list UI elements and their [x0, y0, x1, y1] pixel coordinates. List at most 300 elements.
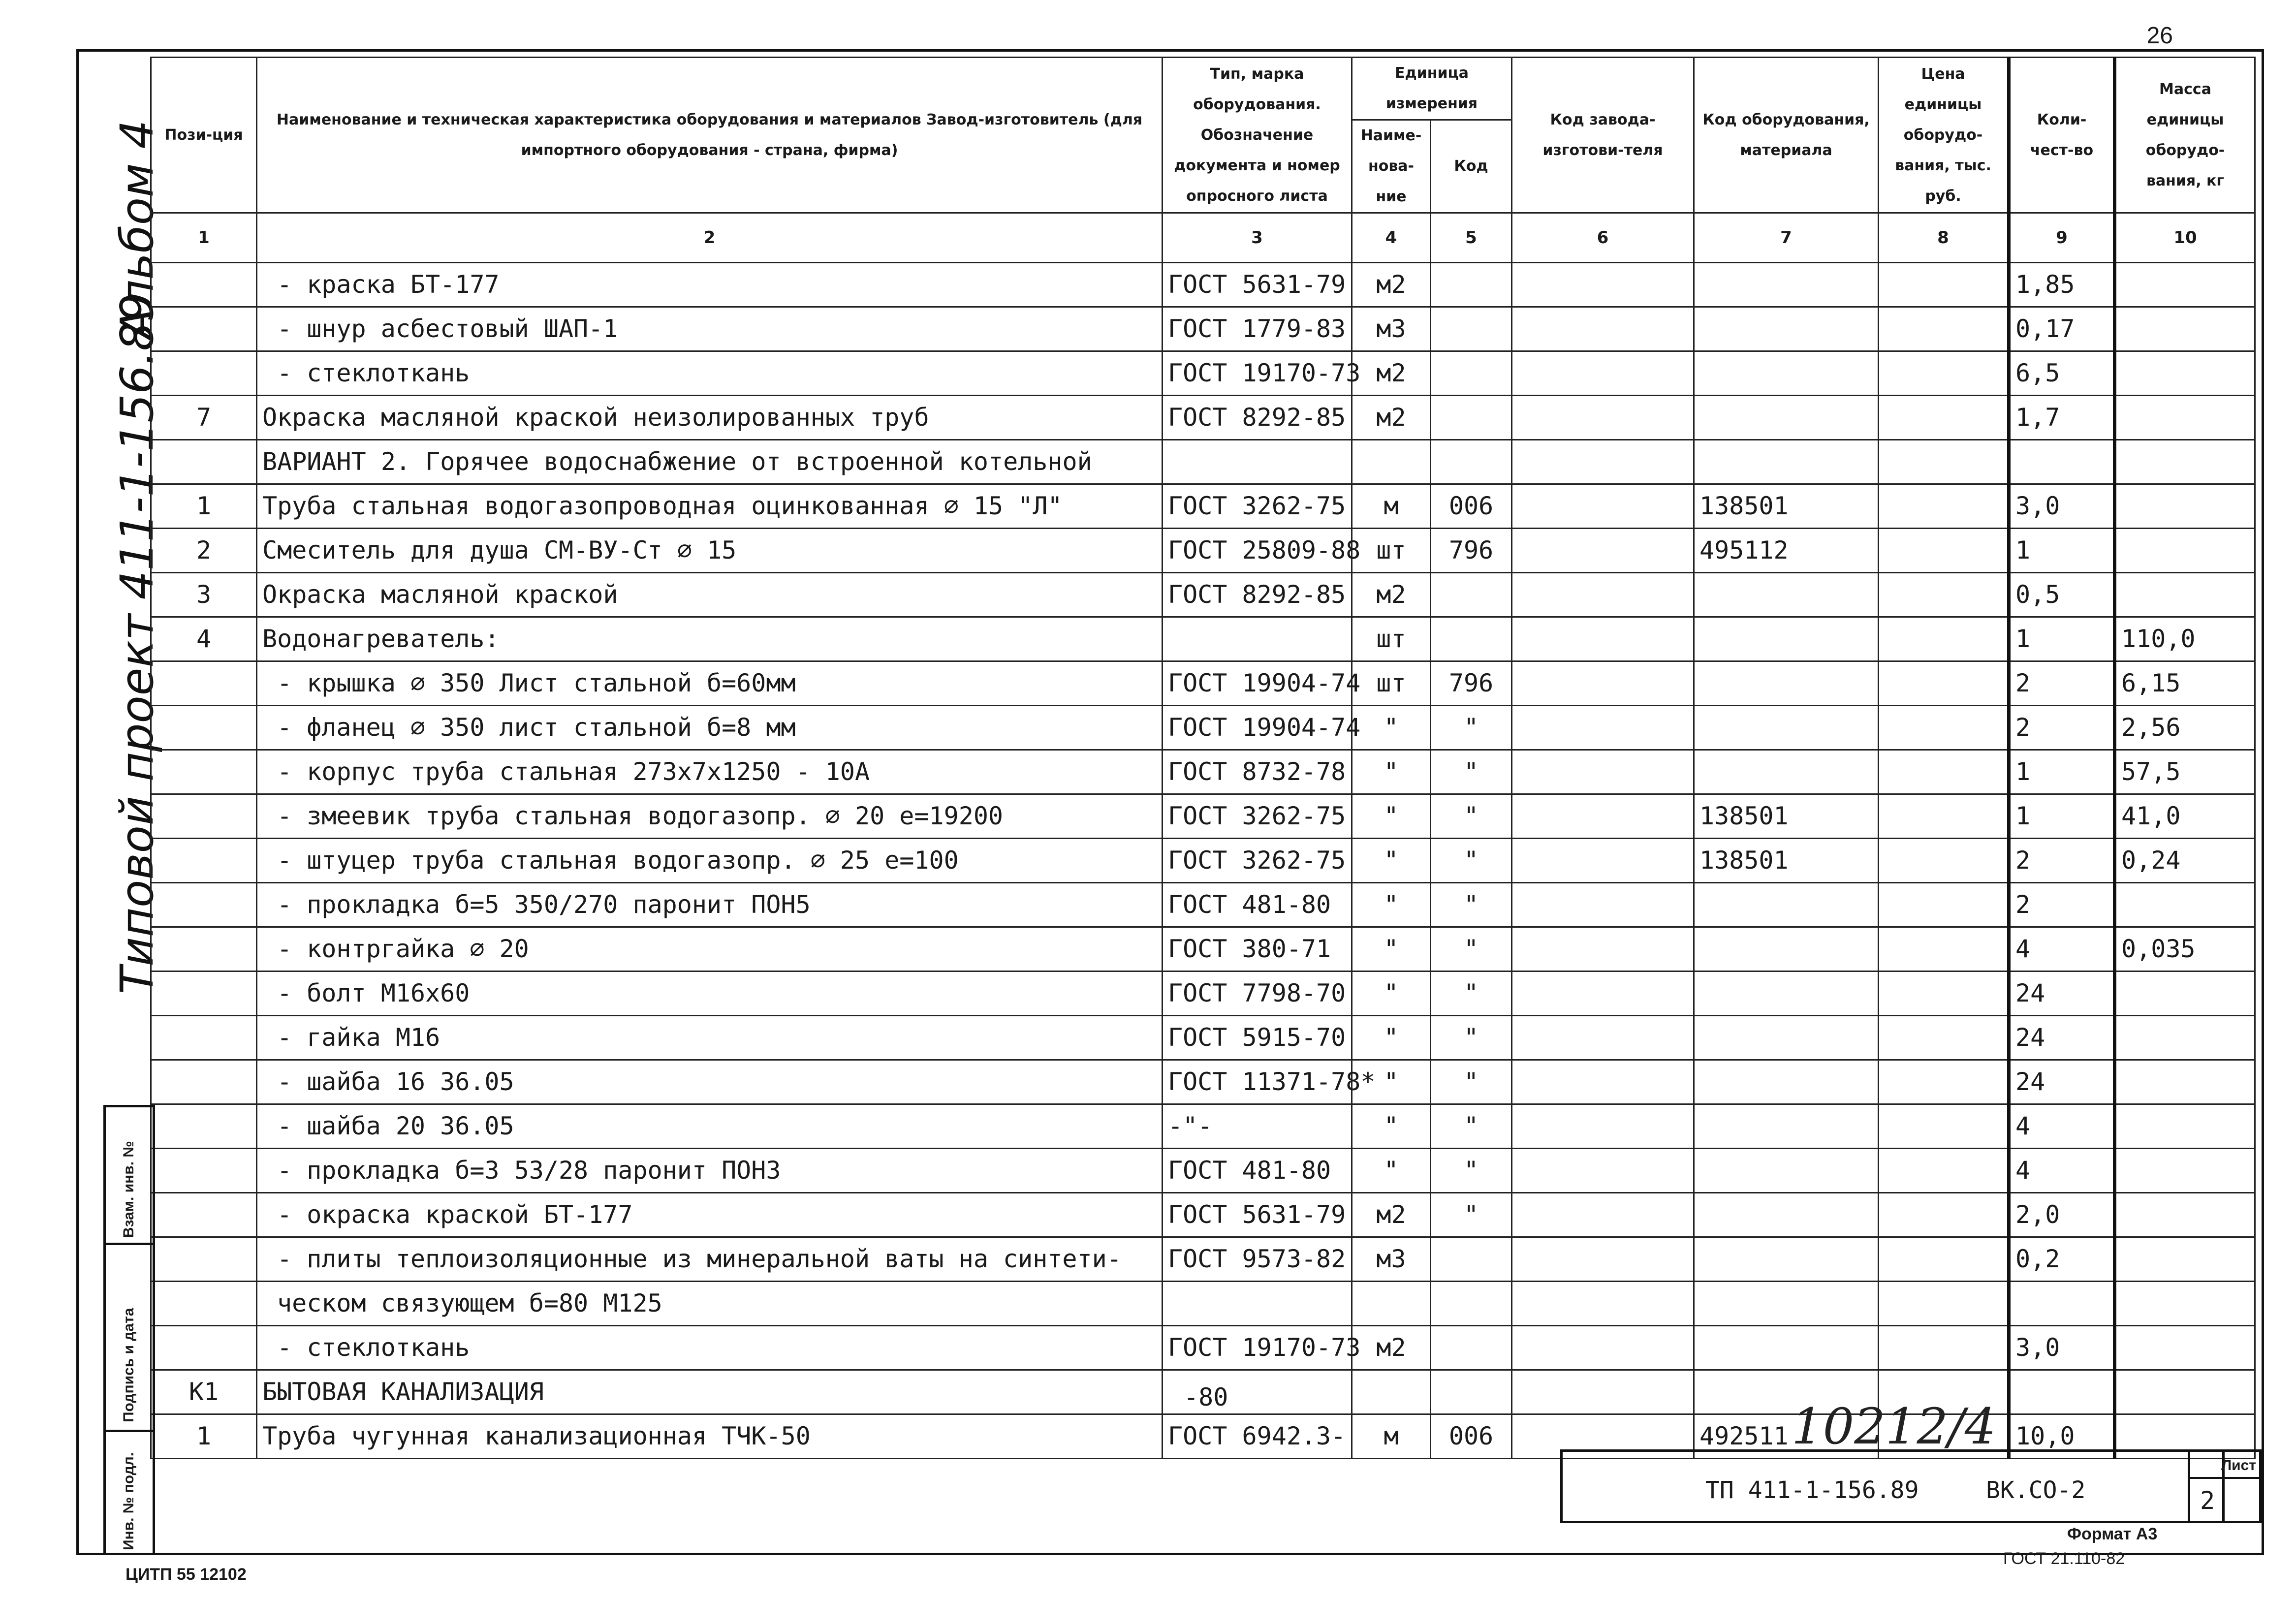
row-price [1879, 794, 2009, 839]
row-mass: 6,15 [2115, 661, 2255, 706]
row-mass [2115, 484, 2255, 529]
row-equip-code: 495112 [1694, 529, 1879, 573]
row-unit-code: " [1431, 1016, 1512, 1060]
signature-date-label: Подпись и дата [121, 1308, 137, 1422]
row-equip-code: 492511 [1694, 1414, 1879, 1459]
row-quantity: 3,0 [2009, 484, 2115, 529]
document-code: ВК.СО-2 [1986, 1476, 2086, 1504]
table-row [151, 883, 2255, 927]
row-name: Водонагреватель: [257, 617, 1163, 661]
row-plant-code [1512, 307, 1694, 351]
row-plant-code [1512, 396, 1694, 440]
col-header-mass: Масса единицы оборудо-вания, кг [2115, 58, 2255, 213]
row-type: ГОСТ 8292-85 [1163, 396, 1352, 440]
row-price [1879, 529, 2009, 573]
row-plant-code [1512, 927, 1694, 972]
col-number: 6 [1512, 213, 1694, 263]
row-type: ГОСТ 9573-82 [1163, 1237, 1352, 1282]
row-quantity: 24 [2009, 1060, 2115, 1104]
row-position [151, 927, 257, 972]
row-position [151, 1104, 257, 1149]
row-mass: 110,0 [2115, 617, 2255, 661]
row-type: ГОСТ 3262-75 [1163, 794, 1352, 839]
row-unit: м2 [1352, 396, 1431, 440]
row-unit: шт [1352, 617, 1431, 661]
row-quantity [2009, 440, 2115, 484]
row-quantity [2009, 1370, 2115, 1414]
row-mass [2115, 573, 2255, 617]
row-position: К1 [151, 1370, 257, 1414]
row-plant-code [1512, 794, 1694, 839]
row-name: - прокладка б=3 53/28 паронит ПОН3 [257, 1149, 1163, 1193]
row-unit-code: 006 [1431, 1414, 1512, 1459]
table-row [151, 1326, 2255, 1370]
row-plant-code [1512, 573, 1694, 617]
row-mass [2115, 1237, 2255, 1282]
row-equip-code [1694, 750, 1879, 794]
row-position [151, 706, 257, 750]
row-quantity: 2 [2009, 706, 2115, 750]
row-equip-code [1694, 1060, 1879, 1104]
row-plant-code [1512, 263, 1694, 307]
row-name: Окраска масляной краской неизолированных труб [257, 396, 1163, 440]
col-header-unit: Единица измерения [1352, 58, 1512, 120]
table-row [151, 927, 2255, 972]
row-type: -"- [1163, 1104, 1352, 1149]
row-name: - стеклоткань [257, 1326, 1163, 1370]
row-quantity: 2,0 [2009, 1193, 2115, 1237]
row-price [1879, 1016, 2009, 1060]
table-row [151, 484, 2255, 529]
row-unit-code [1431, 573, 1512, 617]
row-unit: " [1352, 1104, 1431, 1149]
row-equip-code [1694, 883, 1879, 927]
row-plant-code [1512, 1016, 1694, 1060]
row-equip-code [1694, 1326, 1879, 1370]
row-quantity: 1,7 [2009, 396, 2115, 440]
row-price [1879, 972, 2009, 1016]
row-plant-code [1512, 617, 1694, 661]
row-quantity: 1 [2009, 529, 2115, 573]
row-position [151, 839, 257, 883]
row-plant-code [1512, 661, 1694, 706]
row-plant-code [1512, 1237, 1694, 1282]
row-quantity: 0,2 [2009, 1237, 2115, 1282]
table-row [151, 661, 2255, 706]
row-plant-code [1512, 706, 1694, 750]
table-row [151, 307, 2255, 351]
row-quantity: 1,85 [2009, 263, 2115, 307]
project-code: ТП 411-1-156.89 [1705, 1476, 1919, 1504]
row-unit-code [1431, 440, 1512, 484]
album-label: Альбом 4 [111, 120, 163, 340]
row-plant-code [1512, 883, 1694, 927]
row-unit-code [1431, 1326, 1512, 1370]
replacement-inv-cell [106, 1105, 153, 1243]
table-row [151, 1104, 2255, 1149]
row-price [1879, 750, 2009, 794]
row-unit: м3 [1352, 1237, 1431, 1282]
type-continuation: -80 [1184, 1383, 1228, 1411]
row-type [1163, 440, 1352, 484]
table-row [151, 1016, 2255, 1060]
original-inv-label: Инв. № подл. [121, 1452, 137, 1550]
row-unit: м [1352, 1414, 1431, 1459]
col-header-unit-name: Наиме-нова-ние [1352, 120, 1431, 213]
table-row [151, 1282, 2255, 1326]
row-position [151, 1149, 257, 1193]
row-equip-code [1694, 440, 1879, 484]
row-mass [2115, 1370, 2255, 1414]
row-mass [2115, 396, 2255, 440]
row-name: - фланец ∅ 350 лист стальной б=8 мм [257, 706, 1163, 750]
row-unit-code: " [1431, 1149, 1512, 1193]
row-type: ГОСТ 5631-79 [1163, 263, 1352, 307]
row-mass: 0,035 [2115, 927, 2255, 972]
row-unit-code: " [1431, 972, 1512, 1016]
row-name: ческом связующем б=80 М125 [257, 1282, 1163, 1326]
row-quantity: 2 [2009, 839, 2115, 883]
row-name: - болт М16х60 [257, 972, 1163, 1016]
row-unit: м [1352, 484, 1431, 529]
row-plant-code [1512, 1149, 1694, 1193]
col-header-plant-code: Код завода-изготови-теля [1512, 58, 1694, 213]
row-position [151, 794, 257, 839]
row-quantity: 3,0 [2009, 1326, 2115, 1370]
row-position [151, 1060, 257, 1104]
row-type: ГОСТ 19170-73 [1163, 1326, 1352, 1370]
row-unit-code: " [1431, 839, 1512, 883]
row-mass [2115, 263, 2255, 307]
row-unit: м2 [1352, 351, 1431, 396]
row-name: - окраска краской БТ-177 [257, 1193, 1163, 1237]
row-unit-code [1431, 351, 1512, 396]
row-equip-code [1694, 1016, 1879, 1060]
row-position [151, 1016, 257, 1060]
row-unit: " [1352, 1016, 1431, 1060]
table-row [151, 351, 2255, 396]
row-equip-code [1694, 396, 1879, 440]
row-unit-code [1431, 1370, 1512, 1414]
row-position: 1 [151, 1414, 257, 1459]
row-price [1879, 617, 2009, 661]
row-position [151, 661, 257, 706]
row-name: - плиты теплоизоляционные из минеральной ваты на синтети- [257, 1237, 1163, 1282]
row-unit-code: " [1431, 883, 1512, 927]
row-unit-code: 006 [1431, 484, 1512, 529]
row-price [1879, 661, 2009, 706]
table-row [151, 1237, 2255, 1282]
row-mass: 41,0 [2115, 794, 2255, 839]
row-mass [2115, 1060, 2255, 1104]
row-quantity: 1 [2009, 617, 2115, 661]
table-row [151, 263, 2255, 307]
row-unit-code: " [1431, 1104, 1512, 1149]
row-unit: " [1352, 1149, 1431, 1193]
row-name: - змеевик труба стальная водогазопр. ∅ 20 е=19200 [257, 794, 1163, 839]
col-number: 10 [2115, 213, 2255, 263]
row-price [1879, 484, 2009, 529]
row-plant-code [1512, 1104, 1694, 1149]
row-equip-code: 138501 [1694, 794, 1879, 839]
row-type: ГОСТ 8732-78 [1163, 750, 1352, 794]
table-row [151, 1149, 2255, 1193]
col-header-equip-code: Код оборудования, материала [1694, 58, 1879, 213]
row-quantity: 4 [2009, 1104, 2115, 1149]
col-number: 5 [1431, 213, 1512, 263]
row-unit-code [1431, 263, 1512, 307]
row-position: 7 [151, 396, 257, 440]
replacement-inv-label: Взам. инв. № [121, 1141, 137, 1238]
project-label: Типовой проект 411-1-156.89 [111, 293, 163, 994]
row-name: Труба чугунная канализационная ТЧК-50 [257, 1414, 1163, 1459]
row-name: - стеклоткань [257, 351, 1163, 396]
row-price [1879, 573, 2009, 617]
row-price [1879, 1326, 2009, 1370]
row-type: ГОСТ 3262-75 [1163, 484, 1352, 529]
row-unit: м2 [1352, 263, 1431, 307]
table-body [151, 263, 2255, 1459]
row-unit-code [1431, 1237, 1512, 1282]
row-position [151, 750, 257, 794]
row-quantity: 24 [2009, 972, 2115, 1016]
table-row [151, 1060, 2255, 1104]
original-inv-cell [106, 1430, 153, 1555]
table-row [151, 750, 2255, 794]
table-row [151, 706, 2255, 750]
row-unit-code: 796 [1431, 529, 1512, 573]
specification-table [150, 57, 2256, 1459]
row-mass: 2,56 [2115, 706, 2255, 750]
col-header-type: Тип, марка оборудования. Обозначение документа и номер опросного листа [1163, 58, 1352, 213]
table-row [151, 794, 2255, 839]
row-plant-code [1512, 484, 1694, 529]
row-type: ГОСТ 1779-83 [1163, 307, 1352, 351]
row-type: ГОСТ 481-80 [1163, 1149, 1352, 1193]
publisher-mark: ЦИТП 55 12102 [126, 1565, 247, 1584]
row-mass [2115, 1193, 2255, 1237]
sheet-box [2188, 1449, 2262, 1523]
row-mass: 57,5 [2115, 750, 2255, 794]
row-unit: " [1352, 1060, 1431, 1104]
row-unit: " [1352, 972, 1431, 1016]
row-mass [2115, 1326, 2255, 1370]
row-name: - шайба 16 36.05 [257, 1060, 1163, 1104]
row-plant-code [1512, 529, 1694, 573]
row-mass [2115, 1282, 2255, 1326]
row-price [1879, 396, 2009, 440]
row-type: ГОСТ 6942.3- [1163, 1414, 1352, 1459]
handwritten-number: 10212/4 [1792, 1398, 1996, 1455]
table-row [151, 396, 2255, 440]
row-price [1879, 1282, 2009, 1326]
row-price [1879, 1149, 2009, 1193]
row-type: ГОСТ 19904-74 [1163, 661, 1352, 706]
col-header-qty: Коли-чест-во [2009, 58, 2115, 213]
col-header-price: Цена единицы оборудо-вания, тыс. руб. [1879, 58, 2009, 213]
row-quantity: 2 [2009, 661, 2115, 706]
row-unit: м2 [1352, 1193, 1431, 1237]
format-gost: ГОСТ 21.110-82 [2003, 1549, 2125, 1568]
format-label: Формат А3 [2067, 1525, 2158, 1543]
row-plant-code [1512, 351, 1694, 396]
row-price [1879, 1237, 2009, 1282]
row-quantity: 24 [2009, 1016, 2115, 1060]
row-price [1879, 440, 2009, 484]
row-position [151, 1326, 257, 1370]
row-price [1879, 351, 2009, 396]
row-equip-code [1694, 1237, 1879, 1282]
row-unit: " [1352, 839, 1431, 883]
row-plant-code [1512, 1060, 1694, 1104]
col-header-name: Наименование и техническая характеристика оборудования и материалов Завод-изготовитель (для импортного оборудования - страна, фирма) [257, 58, 1163, 213]
col-number: 7 [1694, 213, 1879, 263]
row-unit-code: " [1431, 1060, 1512, 1104]
col-header-unit-code: Код [1431, 120, 1512, 213]
sheet-label: Лист [2190, 1452, 2259, 1479]
row-mass [2115, 351, 2255, 396]
row-unit: шт [1352, 661, 1431, 706]
row-unit-code [1431, 617, 1512, 661]
row-mass [2115, 307, 2255, 351]
row-equip-code [1694, 263, 1879, 307]
row-unit-code [1431, 1282, 1512, 1326]
row-mass [2115, 1149, 2255, 1193]
row-equip-code [1694, 927, 1879, 972]
col-number: 9 [2009, 213, 2115, 263]
row-position [151, 307, 257, 351]
row-position [151, 1193, 257, 1237]
row-plant-code [1512, 750, 1694, 794]
row-name: БЫТОВАЯ КАНАЛИЗАЦИЯ [257, 1370, 1163, 1414]
row-position [151, 1237, 257, 1282]
col-number: 3 [1163, 213, 1352, 263]
row-quantity: 4 [2009, 927, 2115, 972]
row-name: Труба стальная водогазопроводная оцинкованная ∅ 15 "Л" [257, 484, 1163, 529]
row-unit-code: " [1431, 794, 1512, 839]
row-type: ГОСТ 19904-74 [1163, 706, 1352, 750]
row-type: ГОСТ 481-80 [1163, 883, 1352, 927]
row-unit-code: " [1431, 706, 1512, 750]
row-name: - гайка М16 [257, 1016, 1163, 1060]
table-row [151, 839, 2255, 883]
row-quantity: 4 [2009, 1149, 2115, 1193]
row-position [151, 351, 257, 396]
row-price [1879, 263, 2009, 307]
row-unit-code: 796 [1431, 661, 1512, 706]
row-unit [1352, 1282, 1431, 1326]
row-position: 2 [151, 529, 257, 573]
row-mass [2115, 972, 2255, 1016]
row-price [1879, 927, 2009, 972]
col-header-pos: Пози-ция [151, 58, 257, 213]
row-equip-code [1694, 661, 1879, 706]
row-position: 3 [151, 573, 257, 617]
row-type: ГОСТ 25809-88 [1163, 529, 1352, 573]
row-unit: " [1352, 883, 1431, 927]
row-name: - штуцер труба стальная водогазопр. ∅ 25 е=100 [257, 839, 1163, 883]
row-equip-code [1694, 1149, 1879, 1193]
row-quantity: 1 [2009, 750, 2115, 794]
row-name: - крышка ∅ 350 Лист стальной б=60мм [257, 661, 1163, 706]
row-name: ВАРИАНТ 2. Горячее водоснабжение от встроенной котельной [257, 440, 1163, 484]
table-row [151, 617, 2255, 661]
row-quantity: 0,5 [2009, 573, 2115, 617]
row-plant-code [1512, 1326, 1694, 1370]
row-mass [2115, 883, 2255, 927]
row-quantity [2009, 1282, 2115, 1326]
col-number: 2 [257, 213, 1163, 263]
row-name: - краска БТ-177 [257, 263, 1163, 307]
col-number: 1 [151, 213, 257, 263]
row-plant-code [1512, 1193, 1694, 1237]
row-unit-code: " [1431, 750, 1512, 794]
row-mass [2115, 1016, 2255, 1060]
row-unit [1352, 440, 1431, 484]
table-row [151, 972, 2255, 1016]
row-position [151, 1282, 257, 1326]
row-price [1879, 706, 2009, 750]
row-equip-code: 138501 [1694, 839, 1879, 883]
col-number: 8 [1879, 213, 2009, 263]
row-position [151, 972, 257, 1016]
row-unit: " [1352, 794, 1431, 839]
row-type: ГОСТ 19170-73 [1163, 351, 1352, 396]
row-position [151, 440, 257, 484]
row-quantity: 1 [2009, 794, 2115, 839]
sheet-number: 2 [2200, 1486, 2215, 1515]
row-unit-code [1431, 307, 1512, 351]
row-equip-code [1694, 351, 1879, 396]
table-row [151, 573, 2255, 617]
row-unit-code: " [1431, 927, 1512, 972]
row-unit-code: " [1431, 1193, 1512, 1237]
row-name: - контргайка ∅ 20 [257, 927, 1163, 972]
row-mass [2115, 529, 2255, 573]
row-type: ГОСТ 8292-85 [1163, 573, 1352, 617]
row-unit: " [1352, 750, 1431, 794]
table-row [151, 529, 2255, 573]
row-position [151, 883, 257, 927]
row-type [1163, 617, 1352, 661]
row-plant-code [1512, 1282, 1694, 1326]
row-type [1163, 1282, 1352, 1326]
row-unit: шт [1352, 529, 1431, 573]
row-equip-code [1694, 573, 1879, 617]
row-mass [2115, 1104, 2255, 1149]
row-name: Окраска масляной краской [257, 573, 1163, 617]
row-equip-code [1694, 1104, 1879, 1149]
row-quantity: 6,5 [2009, 351, 2115, 396]
row-type: ГОСТ 5915-70 [1163, 1016, 1352, 1060]
row-price [1879, 839, 2009, 883]
row-unit-code [1431, 396, 1512, 440]
page-number: 26 [2146, 23, 2173, 49]
title-block [1560, 1449, 2225, 1523]
row-price [1879, 307, 2009, 351]
row-price [1879, 883, 2009, 927]
row-mass [2115, 440, 2255, 484]
row-type: ГОСТ 5631-79 [1163, 1193, 1352, 1237]
row-position [151, 263, 257, 307]
row-equip-code [1694, 307, 1879, 351]
row-plant-code [1512, 839, 1694, 883]
row-type: ГОСТ 380-71 [1163, 927, 1352, 972]
row-unit: м3 [1352, 307, 1431, 351]
row-equip-code [1694, 1282, 1879, 1326]
row-plant-code [1512, 1370, 1694, 1414]
row-price [1879, 1193, 2009, 1237]
